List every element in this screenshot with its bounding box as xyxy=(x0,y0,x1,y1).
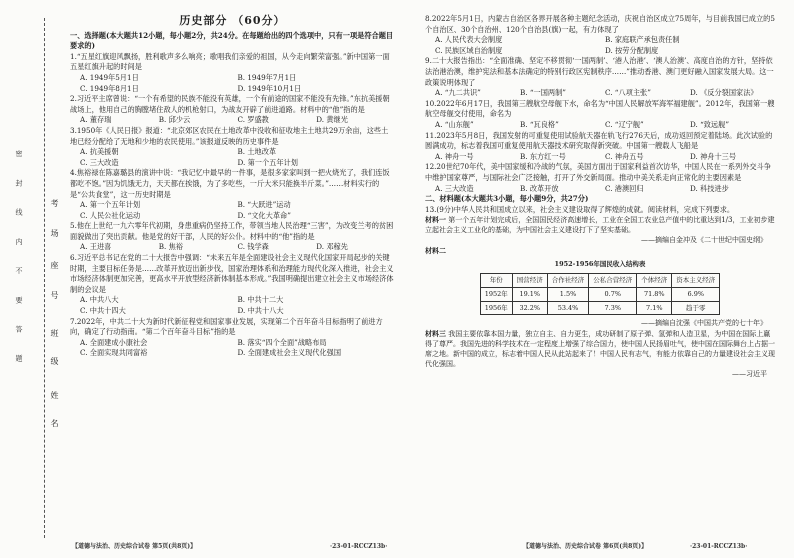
question-8-options xyxy=(425,35,775,56)
footer-right-code: ·23-01-RCCZ13b· xyxy=(690,543,748,550)
option: A. 神舟一号 xyxy=(435,151,474,161)
option: A. 第一个五年计划 xyxy=(80,200,141,210)
question-6-options xyxy=(70,295,395,316)
material-3-text: 我国主要依靠本国力量，独立自主、自力更生，成功研制了原子弹、氢弹和人造卫星，为中国在国际上赢得了尊严。我国先进的科学技术在一定程度上增强了综合国力，使中国人民扬眉吐气，使中国在国际舞台上占据一席之地。新中国的成立，标志着中国人民从此站起来了！中国人民有志气，有能力依靠自己的力量建设社会主义现代化强国。 xyxy=(425,329,775,368)
option: C. “八项主张” xyxy=(605,88,651,98)
option: C. 民族区域自治制度 xyxy=(435,45,503,55)
option: A. 三大改造 xyxy=(435,183,474,193)
option: C. 中共十四大 xyxy=(80,306,126,316)
table-header: 资本主义经济 xyxy=(672,274,720,288)
option: D. 科技进步 xyxy=(690,183,729,193)
binding-field-char: 考 xyxy=(50,199,59,208)
binding-strip xyxy=(0,0,62,558)
question-3-options xyxy=(70,147,395,168)
question-11: 11.2023年5月8日，我国发射的可重复使用试验航天器在轨飞行276天后，成功返回预定着陆场。此次试验的圆满成功，标志着我国可重复使用航天器技术研究取得新突破。中国第一艘载人飞船是 xyxy=(425,130,773,151)
table-cell: 71.8% xyxy=(637,288,672,302)
table-cell: 1952年 xyxy=(480,288,512,302)
section-title: 历史部分 （60分） xyxy=(179,14,286,27)
option: D. 中共十八大 xyxy=(237,306,284,316)
question-5: 5.他在上世纪一九六零年代初期，身患重病仍坚持工作，带领当地人民治理“三害”，为改变兰考的贫困面貌做出了突出贡献。他是党的好干部，人民的好公仆。材料中的“他”指的是 xyxy=(70,221,394,241)
option: A. 抗美援朝 xyxy=(80,147,119,157)
binding-field-char: 级 xyxy=(50,357,59,366)
footer-right-page: 【道德与法治、历史综合试卷 第6页(共8页)】 xyxy=(523,543,648,550)
question-7: 7.2022年，中共二十大为新时代新征程党和国家事业发展，实现第二个百年奋斗目标指明了前进方向，确定了行动指南。“第二个百年奋斗目标”指的是 xyxy=(70,316,383,337)
material-1-label: 材料一 xyxy=(425,215,446,225)
binding-field-char: 姓 xyxy=(50,391,59,400)
option: A. 人民代表大会制度 xyxy=(435,35,503,45)
question-5-options xyxy=(70,242,395,253)
option: C. “辽宁舰” xyxy=(605,119,644,129)
option: C. 1949年8月1日 xyxy=(80,83,139,93)
question-2: 2.习近平主席曾说：“一个有希望的民族不能没有英雄，一个有前途的国家不能没有先锋。”东抗美援朝战场上，他用自己的胸膛堵住敌人的机枪射口，为战友开辟了前进道路。材料中的“他”指的是 xyxy=(70,94,390,114)
option: C. 钱学森 xyxy=(237,242,269,252)
option: B. 焦裕 xyxy=(158,242,183,252)
binding-field-char: 名 xyxy=(50,419,59,428)
option: A. “山东舰” xyxy=(435,119,474,129)
question-4: 4.焦裕禄在陈嘉璐县的演讲中说：“我记忆中最早的一件事，是很多家家叫到一把火烧光了，我们连饭都吃不饱。”因为饥饿无力，天天都在挨饿，为了多吃些，一斤大米只能换半斤菜。”……材料实行的是“公共食堂”，这一历史时期是 xyxy=(70,168,390,199)
binding-field-char: 座 xyxy=(50,261,59,270)
question-9: 9.二十大报告指出：“全面准确、坚定不移贯彻‘一国两制’、‘港人治港’、‘澳人治澳’、高度自治的方针，坚持依法治港治澳，维护宪法和基本法确定的特别行政区宪制秩序……”推动香港、澳门更好融入国家发展大局。这一政策说明体现了 xyxy=(425,56,774,87)
section-material-heading: 二、材料题(本大题共3小题，每小题9分，共27分) xyxy=(425,194,589,204)
option: C. 三大改造 xyxy=(80,157,119,167)
question-12-options xyxy=(425,184,775,195)
option: B. 1949年7月1日 xyxy=(237,72,297,82)
table-cell: 1956年 xyxy=(480,301,512,315)
footer-left-code: ·23-01-RCCZ13b· xyxy=(330,543,388,550)
question-10-options xyxy=(425,120,775,131)
material-2-source: ——摘编自沈强《中国共产党的七十年》 xyxy=(641,319,767,328)
option: D. 神舟十三号 xyxy=(690,151,737,161)
table-cell: 趋于零 xyxy=(672,301,720,315)
option: C. 港澳回归 xyxy=(605,183,644,193)
binding-field-char: 场 xyxy=(50,229,59,238)
seal-dashed-line xyxy=(44,18,45,538)
material-1-source: ——摘编自金冲及《二十世纪中国史纲》 xyxy=(641,236,767,245)
question-1: 1.“五星红旗迎风飘扬，胜利歌声多么响亮；歌唱我们亲爱的祖国，从今走向繁荣富强。”新中国第一面五星红旗升起的时间是 xyxy=(70,51,390,72)
option: B. 土地改革 xyxy=(237,147,277,157)
seal-warning-text: 密 封 线 内 不 要 答 题 xyxy=(15,150,23,372)
right-column xyxy=(425,14,775,379)
table-cell: 1.5% xyxy=(547,288,589,302)
question-12: 12.20世纪70年代，美中国家缓和冷战的气氛，美国方面出于国家利益首次访华，中国人民在一系列外交斗争中维护国家尊严，与国际社会广泛接触，打开了外交新局面。推动中美关系走向正常化的主要因素是 xyxy=(425,162,771,182)
option: D. 按劳分配制度 xyxy=(605,45,659,55)
question-10: 10.2022年6月17日，我国第三艘航空母舰下水，命名为“中国人民解放军海军福建舰”。2012年，我国第一艘航空母舰交付使用，命名为 xyxy=(425,98,775,119)
option: A. 全面建成小康社会 xyxy=(80,337,148,347)
option: D. 第一个五年计划 xyxy=(237,157,298,167)
option: D. 邓稼先 xyxy=(316,242,348,252)
option: A. 王进喜 xyxy=(80,242,112,252)
option: D. “致远舰” xyxy=(690,119,729,129)
question-4-options xyxy=(70,200,395,221)
table-cell: 19.1% xyxy=(512,288,547,302)
material-3-source: ——习近平 xyxy=(732,369,767,378)
table-row xyxy=(480,288,720,302)
table-cell: 53.4% xyxy=(547,301,589,315)
option: A. “九二共识” xyxy=(435,88,481,98)
material-2-label: 材料二 xyxy=(425,245,446,255)
option: D. 黄继光 xyxy=(316,115,348,125)
option: B. “瓦良格” xyxy=(520,119,559,129)
question-3: 3.1950年《人民日报》报道：“北京郊区农民在土地改革中没收和征收地主土地共29万余亩，这些土地已经分配给了无地和少地的农民使用。”该报道反映的历史事件是 xyxy=(70,125,389,146)
material-1 xyxy=(425,215,775,235)
footer-left-page: 【道德与法治、历史综合试卷 第5页(共8页)】 xyxy=(72,543,197,550)
option: D. 《反分裂国家法》 xyxy=(690,88,758,98)
table-cell: 7.1% xyxy=(637,301,672,315)
option: B. “一国两制” xyxy=(520,88,566,98)
binding-field-char: 班 xyxy=(50,329,59,338)
table-cell: 32.2% xyxy=(512,301,547,315)
option: C. 全面实现共同富裕 xyxy=(80,348,148,358)
table-header: 年份 xyxy=(480,274,512,288)
table-cell: 7.3% xyxy=(589,301,637,315)
question-8: 8.2022年5月1日，内蒙古自治区各界开展各种主题纪念活动，庆祝自治区成立75周年，与目前我国已成立的5个自治区、30个自治州、120个自治县(旗)一起，有力体现了 xyxy=(425,14,775,34)
option: B. “大跃进”运动 xyxy=(237,200,291,210)
option: C. 罗盛教 xyxy=(237,115,269,125)
option: A. 董存瑞 xyxy=(80,115,112,125)
table-title: 1952-1956年国民收入结构表 xyxy=(554,259,646,268)
question-2-options xyxy=(70,115,395,126)
material-3-label: 材料三 xyxy=(425,328,446,338)
table-row xyxy=(480,301,720,315)
question-7-options xyxy=(70,338,395,359)
material-1-text: 第一个五年计划完成后，全国国民经济高速增长，工业在全国工农业总产值中的比重达到1/3，工业初步建立起社会主义工业化的基础，为中国社会主义建设打下了坚实基础。 xyxy=(425,216,775,235)
binding-field-char: 号 xyxy=(50,291,59,300)
material-3 xyxy=(425,329,775,369)
question-6: 6.习近平总书记在党的二十大报告中强调：“未来五年是全面建设社会主义现代化国家开局起步的关键时期，主要目标任务是……改革开放迈出新步伐，国家治理体系和治理能力现代化深入推进，社会主义市场经济体制更加完善，更高水平开放型经济新体制基本形成。”我国明确提出建立社会主义市场经济体制的会议是 xyxy=(70,253,394,294)
table-header: 公私合营经济 xyxy=(589,274,637,288)
option: C. 人民公社化运动 xyxy=(80,210,141,220)
table-cell: 6.9% xyxy=(672,288,720,302)
option: B. 改革开放 xyxy=(520,183,559,193)
question-1-options xyxy=(70,73,395,94)
option: D. 全面建成社会主义现代化强国 xyxy=(237,348,342,358)
question-13: 13.(9分)中华人民共和国成立以来，社会主义建设取得了辉煌的成就。阅读材料，完成下列要求。 xyxy=(425,204,735,214)
option: A. 1949年5月1日 xyxy=(80,72,139,82)
option: B. 中共十二大 xyxy=(237,295,284,305)
option: B. 家庭联产承包责任制 xyxy=(605,35,680,45)
question-11-options xyxy=(425,152,775,163)
table-header: 合作社经济 xyxy=(547,274,589,288)
option: C. 神舟五号 xyxy=(605,151,644,161)
income-structure-table xyxy=(480,273,721,315)
table-cell: 0.7% xyxy=(589,288,637,302)
left-column xyxy=(70,14,395,359)
table-header-row xyxy=(480,274,720,288)
question-9-options xyxy=(425,88,775,99)
table-header: 国营经济 xyxy=(512,274,547,288)
option: B. 东方红一号 xyxy=(520,151,566,161)
option: D. “文化大革命” xyxy=(237,210,291,220)
section-choice-heading: 一、选择题(本大题共12小题，每小题2分，共24分。在每题给出的四个选项中，只有一项是符合题目要求的) xyxy=(70,30,394,51)
option: A. 中共八大 xyxy=(80,295,119,305)
table-header: 个体经济 xyxy=(637,274,672,288)
option: D. 1949年10月1日 xyxy=(237,83,302,93)
option: B. 邱少云 xyxy=(158,115,191,125)
option: B. 落实“四个全面”战略布局 xyxy=(237,337,327,347)
